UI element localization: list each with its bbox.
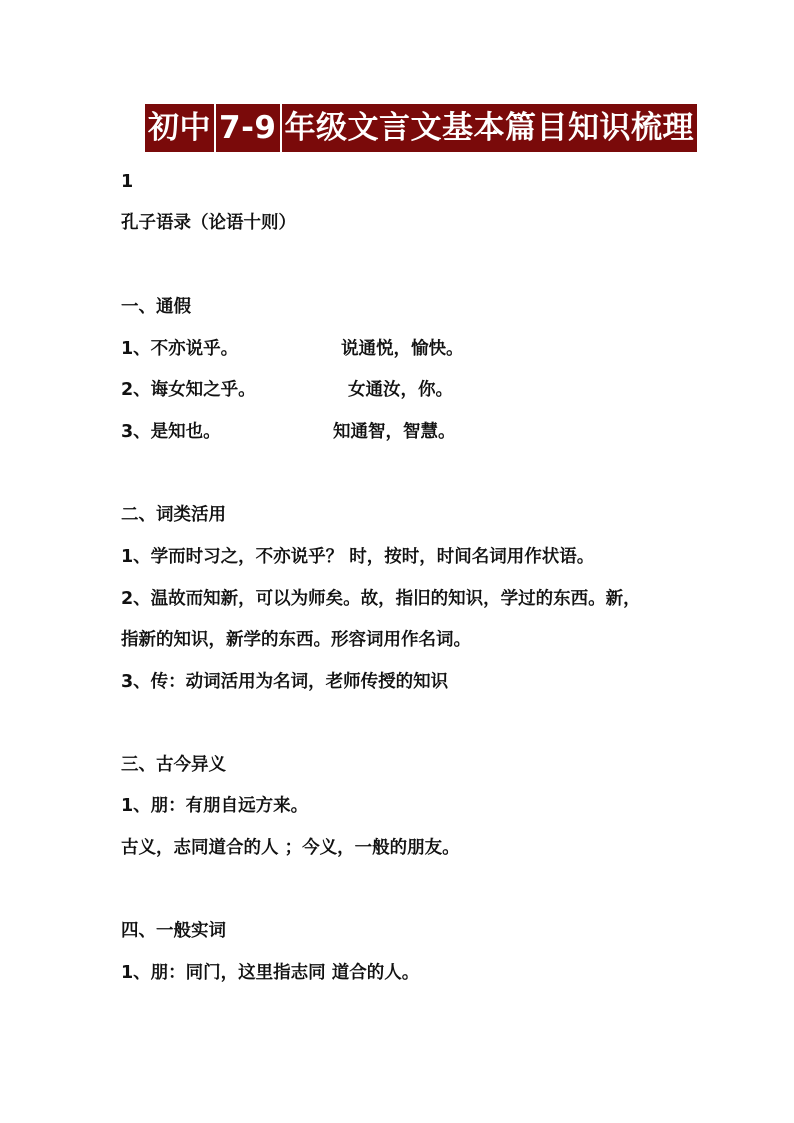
gujin-line-1: 1、朋：有朋自远方来。	[121, 796, 309, 816]
section-heading-gujin: 三、古今异义	[121, 755, 226, 775]
title-segment-1: 初中	[145, 104, 214, 152]
title-segment-2: 7-9	[216, 104, 280, 152]
section-heading-shici: 四、一般实词	[121, 921, 226, 941]
tongjia-item-2-text: 2、诲女知之乎。	[121, 380, 256, 400]
shici-line-1: 1、朋：同门，这里指志同 道合的人。	[121, 963, 420, 983]
cilei-line-2: 2、温故而知新，可以为师矣。故，指旧的知识，学过的东西。新，	[121, 589, 641, 609]
title-segment-3: 年级文言文基本篇目知识梳理	[282, 104, 698, 152]
section-heading-cilei: 二、词类活用	[121, 505, 226, 525]
tongjia-item-1-text: 1、不亦说乎。	[121, 339, 239, 359]
lesson-title: 孔子语录（论语十则）	[121, 213, 296, 233]
tongjia-item-3-text: 3、是知也。	[121, 422, 221, 442]
tongjia-item-1-note: 说通悦，愉快。	[341, 339, 464, 359]
tongjia-item-3-note: 知通智，智慧。	[333, 422, 456, 442]
lesson-number: 1	[121, 172, 134, 192]
cilei-line-1: 1、学而时习之，不亦说乎？ 时，按时，时间名词用作状语。	[121, 547, 595, 567]
tongjia-item-2-note: 女通汝，你。	[348, 380, 453, 400]
page-title	[145, 104, 697, 152]
gujin-line-2: 古义，志同道合的人 ；今义，一般的朋友。	[121, 838, 460, 858]
cilei-line-4: 3、传：动词活用为名词，老师传授的知识	[121, 672, 449, 692]
section-heading-tongjia: 一、通假	[121, 297, 191, 317]
cilei-line-3: 指新的知识，新学的东西。形容词用作名词。	[121, 630, 471, 650]
